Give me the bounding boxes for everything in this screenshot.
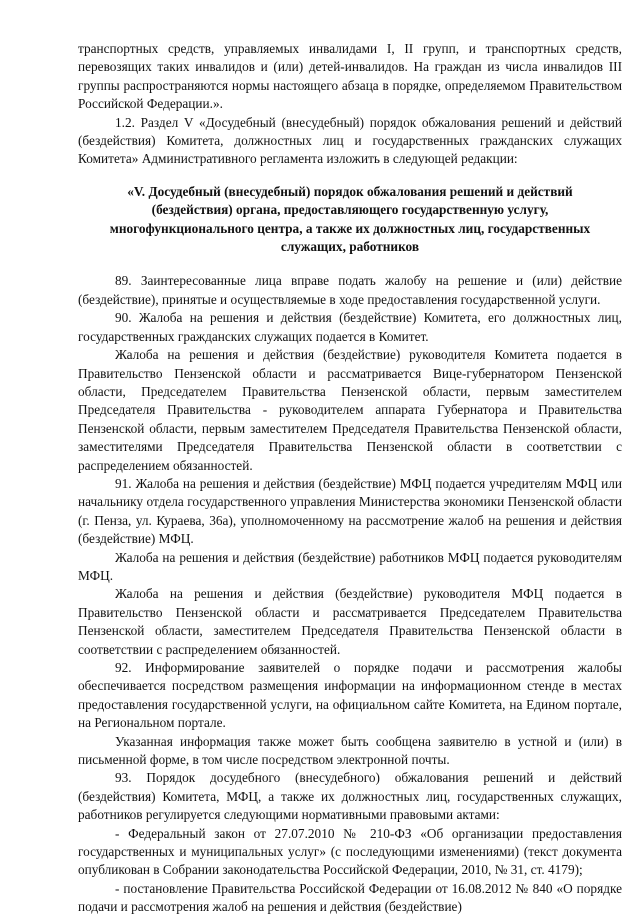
- paragraph-92: 92. Информирование заявителей о порядке подачи и рассмотрения жалобы обеспечивается посредством размещения информации на информационном стенде в местах предоставления государственной услуги, на официальном сайте Комитета, на Едином портале, на Региональном портале.: [78, 660, 622, 731]
- paragraph-90: 90. Жалоба на решения и действия (бездействие) Комитета, его должностных лиц, государственных гражданских служащих подается в Комитет.: [78, 310, 622, 344]
- paragraph-91-workers: Жалоба на решения и действия (бездействие) работников МФЦ подается руководителям МФЦ.: [78, 549, 622, 583]
- paragraph-91: 91. Жалоба на решения и действия (бездействие) МФЦ подается учредителям МФЦ или начальнику отдела государственного управления Министерства экономики Пензенской области (г. Пенза, ул. Кураева, 36а), уполномоченному на рассмотрение жалоб на решения и действия (бездействие) МФЦ.: [78, 475, 622, 547]
- paragraph-91-head: Жалоба на решения и действия (бездействие) руководителя МФЦ подается в Правительство Пензенской области и рассматривается Председателем Правительства Пензенской области, заместителем Председателя Правительства Пензенской области в соответствии с распределением обязанностей.: [78, 586, 622, 657]
- list-item-government-decree: - постановление Правительства Российской Федерации от 16.08.2012 № 840 «О порядке подачи и рассмотрения жалоб на решения и действия (бездействие): [78, 880, 622, 915]
- paragraph-continuation: транспортных средств, управляемых инвалидами I, II групп, и транспортных средств, перевозящих таких инвалидов и (или) детей-инвалидов. На граждан из числа инвалидов III группы распространяются нормы настоящего абзаца в порядке, определяемом Правительством Российской Федерации.».: [78, 41, 622, 112]
- paragraph-92-info: Указанная информация также может быть сообщена заявителю в устной и (или) в письменной форме, в том числе посредством электронной почты.: [78, 733, 622, 768]
- paragraph-89: 89. Заинтересованные лица вправе подать жалобу на решение и (или) действие (бездействие), принятые и осуществляемые в ходе предоставления государственной услуги.: [78, 273, 622, 307]
- list-item-federal-law: - Федеральный закон от 27.07.2010 № 210-ФЗ «Об организации предоставления государственных и муниципальных услуг» (с последующими изменениями) (текст документа опубликован в Собрании законодательства Российской Федерации, 2010, № 31, ст. 4179);: [78, 825, 622, 878]
- paragraph-90-complaint-head: Жалоба на решения и действия (бездействие) руководителя Комитета подается в Правительство Пензенской области и рассматривается Вице-губернатором Пензенской области, Председателем Правительства Пензенской области, первым заместителем Председателя Правительства - руководителем аппарата Губернатора и Правительства Пензенской области, первым заместителем Председателя Правительства Пензенской области, заместителями Председателя Правительства Пензенской области в соответствии с распределением обязанностей.: [78, 347, 622, 473]
- paragraph-93: 93. Порядок досудебного (внесудебного) обжалования решений и действий (бездействия) Комитета, МФЦ, а также их должностных лиц, государственных служащих, работников регулируется следующими нормативными правовыми актами:: [78, 770, 622, 823]
- document-body: [78, 40, 622, 917]
- paragraph-1-2: 1.2. Раздел V «Досудебный (внесудебный) порядок обжалования решений и действий (бездействия) Комитета, должностных лиц и государственных гражданских служащих Комитета» Административного регламента изложить в следующей редакции:: [78, 114, 622, 167]
- section-heading: «V. Досудебный (внесудебный) порядок обжалования решений и действий (бездействия) органа, предоставляющего государственную услугу, многофункционального центра, а также их должностных лиц, государственных служащих, работников: [109, 183, 591, 255]
